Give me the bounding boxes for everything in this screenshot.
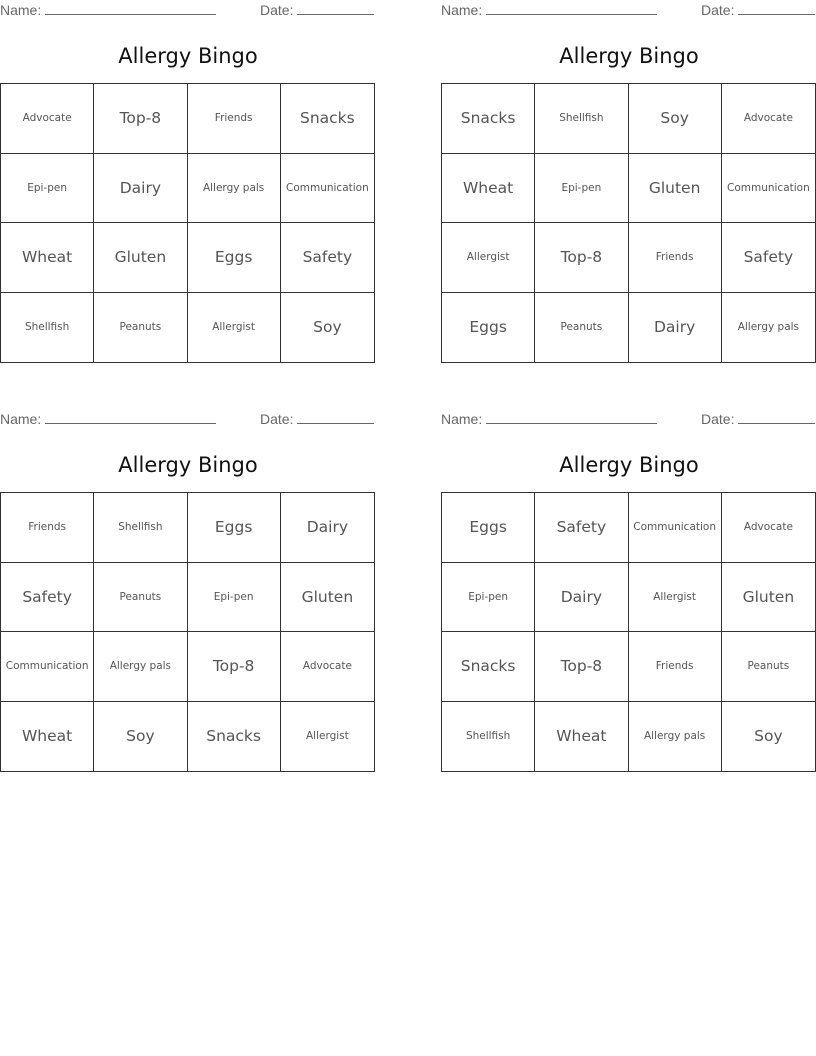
date-label: Date: — [701, 2, 735, 18]
bingo-cell: Snacks — [442, 84, 535, 154]
bingo-cell: Gluten — [722, 563, 815, 633]
bingo-card — [0, 0, 376, 337]
bingo-grid — [0, 492, 375, 772]
name-label: Name: — [441, 2, 483, 18]
card-title: Allergy Bingo — [118, 453, 258, 477]
date-field — [260, 411, 374, 427]
bingo-cell: Friends — [1, 493, 94, 563]
bingo-cell: Dairy — [281, 493, 374, 563]
bingo-cell: Gluten — [94, 223, 187, 293]
bingo-cell: Eggs — [442, 493, 535, 563]
bingo-cell: Epi-pen — [188, 563, 281, 633]
name-blank-line — [486, 2, 657, 15]
bingo-cell: Dairy — [629, 293, 722, 363]
bingo-cell: Soy — [94, 702, 187, 772]
bingo-cell: Shellfish — [442, 702, 535, 772]
date-blank-line — [297, 2, 374, 15]
name-blank-line — [45, 2, 216, 15]
bingo-cell: Allergy pals — [629, 702, 722, 772]
bingo-cell: Snacks — [188, 702, 281, 772]
card-header — [0, 409, 376, 431]
date-blank-line — [297, 411, 374, 424]
bingo-cell: Peanuts — [94, 293, 187, 363]
card-header — [0, 0, 376, 22]
card-title: Allergy Bingo — [118, 44, 258, 68]
date-blank-line — [738, 2, 815, 15]
bingo-cell: Gluten — [629, 154, 722, 224]
bingo-cell: Communication — [722, 154, 815, 224]
bingo-cell: Safety — [722, 223, 815, 293]
bingo-card — [441, 409, 816, 746]
bingo-cell: Shellfish — [1, 293, 94, 363]
bingo-cell: Eggs — [442, 293, 535, 363]
bingo-cell: Shellfish — [94, 493, 187, 563]
bingo-cell: Dairy — [535, 563, 628, 633]
bingo-cell: Soy — [754, 727, 783, 746]
bingo-cell: Allergist — [629, 563, 722, 633]
card-title: Allergy Bingo — [559, 44, 699, 68]
name-blank-line — [45, 411, 216, 424]
bingo-cell: Top-8 — [94, 84, 187, 154]
bingo-cell: Top-8 — [535, 223, 628, 293]
bingo-cell: Communication — [1, 632, 94, 702]
card-header — [441, 409, 816, 431]
bingo-cell: Friends — [629, 632, 722, 702]
bingo-grid — [0, 83, 375, 363]
bingo-grid — [441, 83, 816, 363]
bingo-cell: Advocate — [722, 84, 815, 154]
card-header — [441, 0, 816, 22]
bingo-grid — [441, 492, 816, 772]
bingo-cell: Eggs — [188, 223, 281, 293]
bingo-cell: Top-8 — [188, 632, 281, 702]
bingo-cell: Allergy pals — [188, 154, 281, 224]
bingo-cell: Safety — [281, 223, 374, 293]
bingo-cell: Allergist — [188, 293, 281, 363]
name-label: Name: — [0, 2, 42, 18]
bingo-cell: Soy — [629, 84, 722, 154]
bingo-cell: Snacks — [442, 632, 535, 702]
bingo-cell: Allergist — [305, 730, 349, 743]
bingo-cell: Peanuts — [722, 632, 815, 702]
name-field — [441, 411, 657, 427]
name-field — [0, 2, 216, 18]
bingo-cell: Epi-pen — [535, 154, 628, 224]
bingo-cell: Shellfish — [535, 84, 628, 154]
bingo-cell: Safety — [1, 563, 94, 633]
bingo-cell: Allergist — [442, 223, 535, 293]
bingo-cell: Eggs — [188, 493, 281, 563]
name-label: Name: — [0, 411, 42, 427]
bingo-cell: Dairy — [94, 154, 187, 224]
bingo-cell: Wheat — [1, 223, 94, 293]
bingo-cell: Wheat — [535, 702, 628, 772]
date-blank-line — [738, 411, 815, 424]
bingo-card — [441, 0, 816, 337]
name-label: Name: — [441, 411, 483, 427]
bingo-cell: Allergy pals — [737, 321, 800, 334]
bingo-cell: Top-8 — [535, 632, 628, 702]
date-field — [701, 411, 815, 427]
name-field — [441, 2, 657, 18]
date-label: Date: — [260, 2, 294, 18]
bingo-cell: Snacks — [281, 84, 374, 154]
bingo-cell: Epi-pen — [1, 154, 94, 224]
bingo-cell: Communication — [281, 154, 374, 224]
bingo-card — [0, 409, 376, 746]
bingo-cell: Advocate — [1, 84, 94, 154]
bingo-cell: Wheat — [1, 702, 94, 772]
bingo-cell: Wheat — [442, 154, 535, 224]
date-field — [701, 2, 815, 18]
card-title: Allergy Bingo — [559, 453, 699, 477]
date-label: Date: — [701, 411, 735, 427]
bingo-cell: Peanuts — [94, 563, 187, 633]
name-field — [0, 411, 216, 427]
name-blank-line — [486, 411, 657, 424]
bingo-cell: Friends — [629, 223, 722, 293]
bingo-cell: Gluten — [281, 563, 374, 633]
date-label: Date: — [260, 411, 294, 427]
bingo-cell: Soy — [313, 318, 342, 337]
bingo-cell: Peanuts — [535, 293, 628, 363]
bingo-cell: Communication — [629, 493, 722, 563]
bingo-cell: Friends — [188, 84, 281, 154]
bingo-cell: Epi-pen — [442, 563, 535, 633]
date-field — [260, 2, 374, 18]
bingo-cell: Advocate — [281, 632, 374, 702]
bingo-cell: Safety — [535, 493, 628, 563]
bingo-cell: Advocate — [722, 493, 815, 563]
bingo-cell: Allergy pals — [94, 632, 187, 702]
